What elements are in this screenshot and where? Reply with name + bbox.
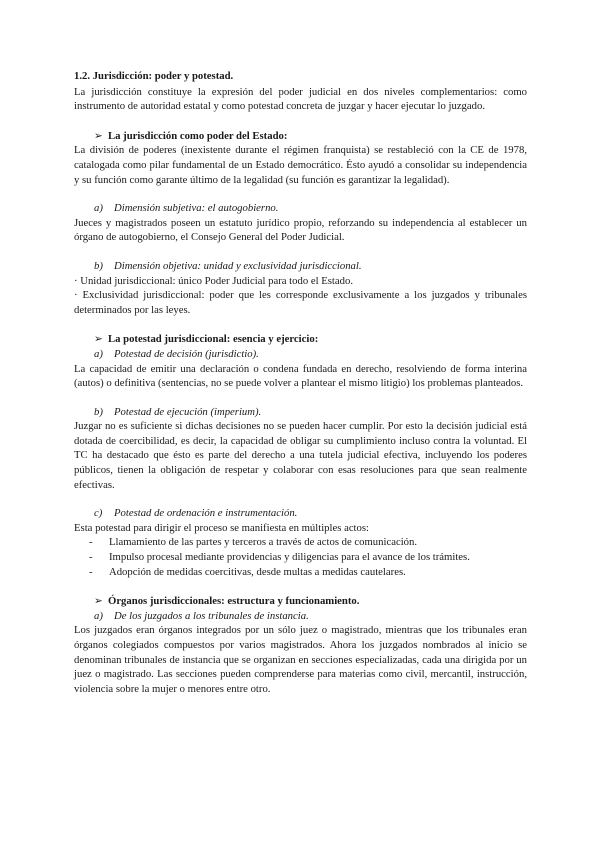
paragraph-division-poderes: La división de poderes (inexistente durante el régimen franquista) se restableció con la CE de 1978, catalogada como pilar fundamental de un Estado democrático. Ésto ayudó a consolidar su independencia y su función como garante último de la legalidad (su función es garantizar la legalidad). [74, 144, 527, 186]
section-heading: 1.2. Jurisdicción: poder y potestad. [74, 70, 234, 82]
item-title: Dimensión subjetiva: el autogobierno. [114, 202, 279, 215]
subsection-title: La potestad jurisdiccional: esencia y ejercicio: [108, 333, 319, 346]
dash-bullet: - [89, 551, 93, 564]
arrow-bullet-icon: ➢ [94, 595, 103, 608]
dash-bullet: - [89, 536, 93, 549]
item-heading-juzgados [74, 609, 527, 624]
list-item [74, 535, 527, 550]
item-title: Potestad de ordenación e instrumentación. [114, 507, 298, 520]
list-item-text: Impulso procesal mediante providencias y diligencias para el avance de los trámites. [109, 551, 470, 564]
item-label: a) [94, 347, 103, 360]
subsection-title: La jurisdicción como poder del Estado: [108, 129, 288, 142]
dash-list [74, 535, 527, 579]
item-label: c) [94, 507, 103, 520]
paragraph-ordenacion-intro: Esta potestad para dirigir el proceso se manifiesta en múltiples actos: [74, 521, 370, 534]
item-label: a) [94, 202, 103, 215]
subsection-heading-potestad [74, 332, 527, 347]
list-item-text: Adopción de medidas coercitivas, desde multas a medidas cautelares. [109, 565, 406, 578]
paragraph-decision: La capacidad de emitir una declaración o condena fundada en derecho, resolviendo de forma interina (autos) o definitiva (sentencias, no se puede volver a plantear el mismo litigio) los problemas planteados. [74, 362, 527, 390]
list-item [74, 550, 527, 565]
item-label: a) [94, 609, 103, 622]
line-exclusividad: · Exclusividad jurisdiccional: poder que les corresponde exclusivamente a los juzgados y tribunales determinados por las leyes. [74, 289, 527, 316]
line-unidad: · Unidad jurisdiccional: único Poder Judicial para todo el Estado. [74, 274, 353, 287]
subsection-title: Órganos jurisdiccionales: estructura y funcionamiento. [108, 595, 360, 608]
item-title: Potestad de ejecución (imperium). [114, 405, 262, 418]
item-heading-dimension-objetiva [74, 259, 527, 274]
paragraph-autogobierno: Jueces y magistrados poseen un estatuto jurídico propio, reforzando su independencia al establecer un órgano de autogobierno, el Consejo General del Poder Judicial. [74, 216, 527, 244]
item-title: De los juzgados a los tribunales de instancia. [114, 609, 309, 622]
paragraph-ejecucion: Juzgar no es suficiente si dichas decisiones no se pueden hacer cumplir. Por esto la decisión judicial está dotada de coercibilidad, es decir, la capacidad de obligar su cumplimiento incluso contra la voluntad. El TC ha destacado que ésto es parte del derecho a una tutela judicial efectiva, incluyendo los poderes públicos, tienen la obligación de respetar y colaborar con esas resoluciones para que sean realmente efectivas. [74, 420, 527, 491]
arrow-bullet-icon: ➢ [94, 333, 103, 346]
arrow-bullet-icon: ➢ [94, 129, 103, 142]
item-label: b) [94, 259, 103, 272]
paragraph-juzgados: Los juzgados eran órganos integrados por un sólo juez o magistrado, mientras que los tribunales eran órganos colegiados compuestos por varios magistrados. Ahora los juzgados nombrados al inicio se denominan tribunales de instancia que se organizan en secciones especializadas, cada una dirigida por un juez o magistrado. Las secciones pueden comprenderse para materias como civil, mercantil, instrucción, violencia sobre la mujer o menores entre otro. [74, 624, 527, 695]
item-heading-ordenacion [74, 506, 527, 521]
item-heading-autogobierno [74, 201, 527, 216]
item-heading-ejecucion [74, 405, 527, 420]
dash-bullet: - [89, 565, 93, 578]
intro-paragraph: La jurisdicción constituye la expresión del poder judicial en dos niveles complementarios: como instrumento de autoridad estatal y como potestad concreta de juzgar y hacer ejecutar lo juzgado. [74, 85, 527, 113]
subsection-heading-poder [74, 129, 527, 144]
item-title: Potestad de decisión (jurisdictio). [114, 347, 259, 360]
item-title: Dimensión objetiva: unidad y exclusividad jurisdiccional. [114, 259, 362, 272]
list-item-text: Llamamiento de las partes y terceros a través de actos de comunicación. [109, 536, 418, 549]
subsection-heading-organos [74, 594, 527, 609]
item-label: b) [94, 405, 103, 418]
item-heading-decision [74, 347, 527, 362]
list-item [74, 565, 527, 580]
